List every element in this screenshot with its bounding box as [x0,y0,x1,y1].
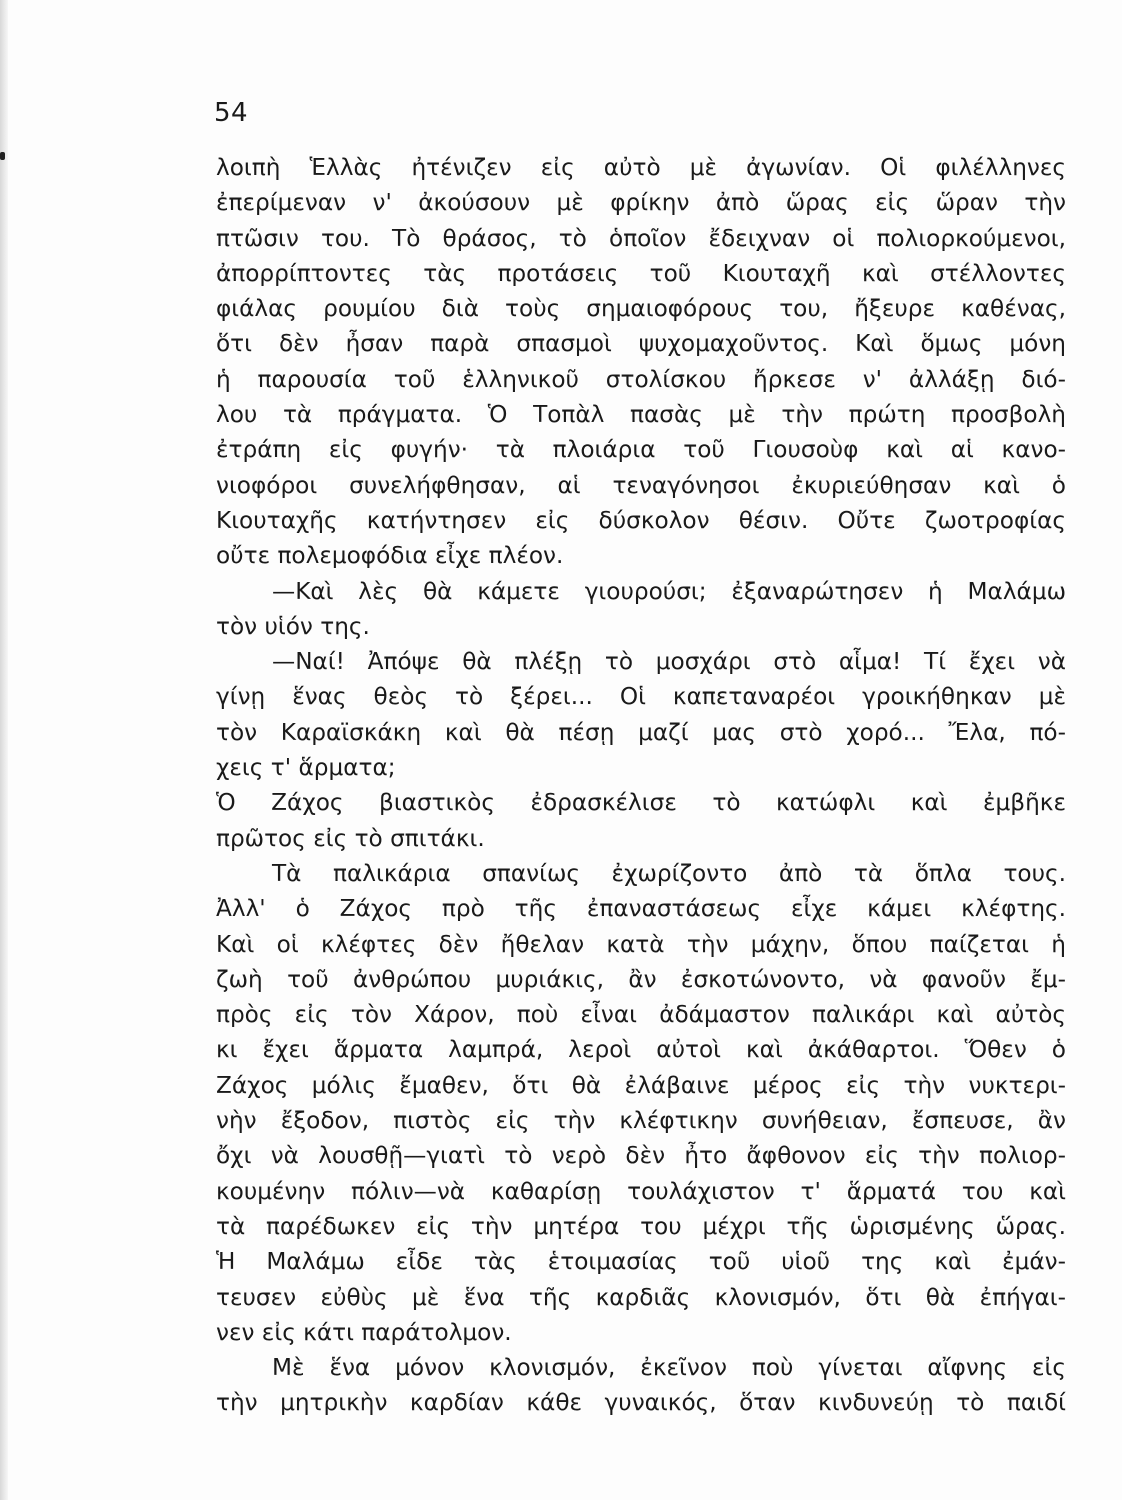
text-line: νιοφόροι συνελήφθησαν, αἱ τεναγόνησοι ἐκυριεύθησαν καὶ ὁ [216,471,1066,499]
text-line: κι ἔχει ἅρματα λαμπρά, λεροὶ αὐτοὶ καὶ ἀκάθαρτοι. Ὅθεν ὁ [216,1036,1066,1064]
text-line: ἐπερίμεναν ν' ἀκούσουν μὲ φρίκην ἀπὸ ὥρας εἰς ὥραν τὴν [216,189,1066,217]
text-line: Ὁ Ζάχος βιαστικὸς ἐδρασκέλισε τὸ κατώφλι καὶ ἐμβῆκε [216,789,1066,817]
text-line: Μὲ ἕνα μόνον κλονισμόν, ἐκεῖνον ποὺ γίνεται αἴφνης εἰς [272,1354,1066,1382]
text-line: Ἀλλ' ὁ Ζάχος πρὸ τῆς ἐπαναστάσεως εἶχε κάμει κλέφτης. [216,895,1066,923]
text-line: ἀπορρίπτοντες τὰς προτάσεις τοῦ Κιουταχῆ καὶ στέλλοντες [216,259,1066,287]
text-line: κουμένην πόλιν—νὰ καθαρίσῃ τουλάχιστον τ' ἅρματά του καὶ [216,1177,1066,1205]
page-number: 54 [214,98,249,128]
text-line: τὴν μητρικὴν καρδίαν κάθε γυναικός, ὅταν κινδυνεύῃ τὸ παιδί [216,1389,1066,1417]
text-line: Τὰ παλικάρια σπανίως ἐχωρίζοντο ἀπὸ τὰ ὅπλα τους. [272,859,1066,887]
text-line: λοιπὴ Ἑλλὰς ἠτένιζεν εἰς αὐτὸ μὲ ἀγωνίαν. Οἱ φιλέλληνες [216,154,1066,181]
text-line: ἡ παρουσία τοῦ ἑλληνικοῦ στολίσκου ἤρκεσε ν' ἀλλάξῃ διό- [216,365,1066,393]
text-line: —Ναί! Ἀπόψε θὰ πλέξῃ τὸ μοσχάρι στὸ αἷμα! Τί ἔχει νὰ [272,648,1066,676]
edge-mark [0,152,5,160]
text-line: τὸν υἱόν της. [216,612,370,640]
text-line: πρῶτος εἰς τὸ σπιτάκι. [216,824,485,852]
text-line: τὸν Καραϊσκάκη καὶ θὰ πέσῃ μαζί μας στὸ χορό... Ἔλα, πό- [216,718,1066,746]
text-line: —Καὶ λὲς θὰ κάμετε γιουρούσι; ἐξαναρώτησεν ἡ Μαλάμω [272,577,1066,605]
text-line: Καὶ οἱ κλέφτες δὲν ἤθελαν κατὰ τὴν μάχην, ὅπου παίζεται ἡ [216,930,1066,958]
text-line: ὄχι νὰ λουσθῇ—γιατὶ τὸ νερὸ δὲν ἦτο ἄφθονον εἰς τὴν πολιορ- [216,1142,1066,1170]
text-line: ἐτράπη εἰς φυγήν· τὰ πλοιάρια τοῦ Γιουσοὺφ καὶ αἱ κανο- [216,436,1066,464]
text-line: χεις τ' ἅρματα; [216,754,396,782]
text-line: τευσεν εὐθὺς μὲ ἕνα τῆς καρδιᾶς κλονισμόν, ὅτι θὰ ἐπήγαι- [216,1283,1066,1311]
text-line: Ζάχος μόλις ἔμαθεν, ὅτι θὰ ἐλάβαινε μέρος εἰς τὴν νυκτερι- [216,1071,1066,1099]
body-text [216,150,1066,1421]
text-line: Ἡ Μαλάμω εἶδε τὰς ἑτοιμασίας τοῦ υἱοῦ της καὶ ἐμάν- [216,1248,1066,1276]
text-line: πρὸς εἰς τὸν Χάρον, ποὺ εἶναι ἀδάμαστον παλικάρι καὶ αὐτὸς [216,1001,1066,1029]
text-line: ζωὴ τοῦ ἀνθρώπου μυριάκις, ἂν ἐσκοτώνοντο, νὰ φανοῦν ἔμ- [216,965,1066,993]
page-left-edge [0,0,8,1500]
text-line: πτῶσιν του. Τὸ θράσος, τὸ ὁποῖον ἔδειχναν οἱ πολιορκούμενοι, [216,224,1066,252]
text-line: ὅτι δὲν ἦσαν παρὰ σπασμοὶ ψυχομαχοῦντος. Καὶ ὅμως μόνη [216,330,1066,358]
text-line: οὔτε πολεμοφόδια εἶχε πλέον. [216,542,564,570]
text-line: τὰ παρέδωκεν εἰς τὴν μητέρα του μέχρι τῆς ὡρισμένης ὥρας. [216,1212,1066,1240]
text-line: νεν εἰς κάτι παράτολμον. [216,1318,512,1346]
text-line: λου τὰ πράγματα. Ὁ Τοπὰλ πασὰς μὲ τὴν πρώτη προσβολὴ [216,401,1066,429]
text-line: φιάλας ρουμίου διὰ τοὺς σημαιοφόρους του, ἤξευρε καθένας, [216,295,1066,323]
text-line: γίνῃ ἕνας θεὸς τὸ ξέρει... Οἱ καπεταναρέοι γροικήθηκαν μὲ [216,683,1066,711]
text-line: Κιουταχῆς κατήντησεν εἰς δύσκολον θέσιν. Οὔτε ζωοτροφίας [216,506,1066,534]
text-line: νὴν ἔξοδον, πιστὸς εἰς τὴν κλέφτικην συνήθειαν, ἔσπευσε, ἂν [216,1107,1066,1135]
